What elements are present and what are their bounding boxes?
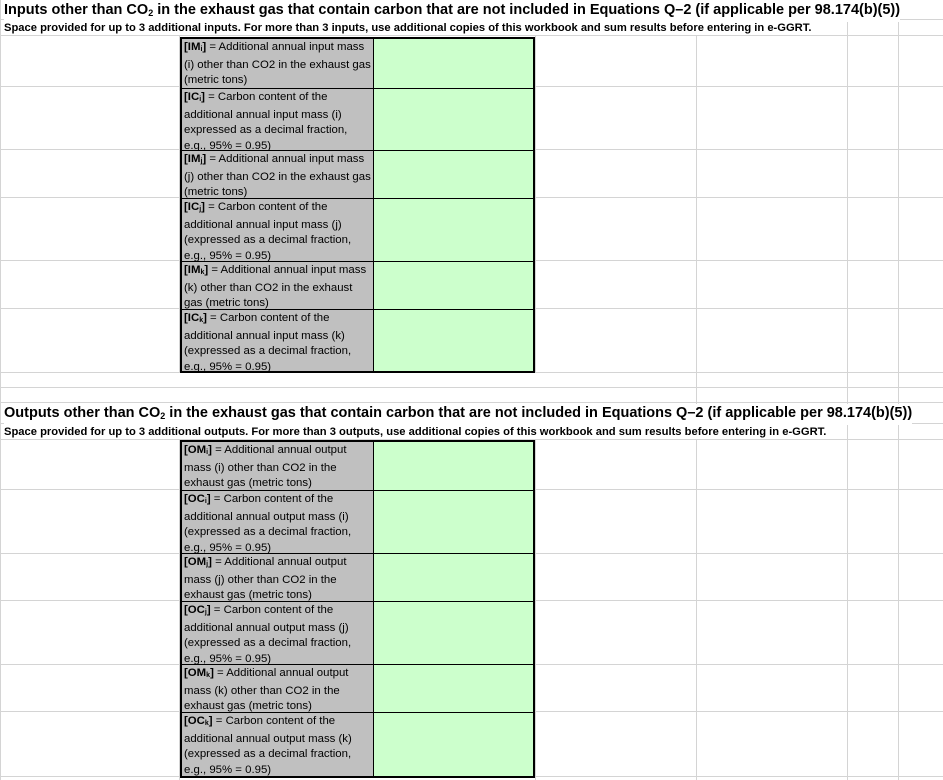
output-label-oc-i: $[OC_i]$ = Carbon content of the additional annual output mass (i) (expressed as a decimal fraction, e.g., 95% = 0.95) xyxy=(182,491,374,553)
output-field-oc-j[interactable] xyxy=(374,602,533,664)
outputs-section-subtitle: Space provided for up to 3 additional outputs. For more than 3 outputs, use additional copies of this workbook and sum results before entering in e-GGRT. xyxy=(4,426,827,438)
output-row-om-k xyxy=(182,665,533,713)
output-field-om-k[interactable] xyxy=(374,665,533,712)
input-row-ic-i xyxy=(182,89,533,151)
gridline xyxy=(0,402,943,403)
output-field-om-i[interactable] xyxy=(374,442,533,490)
input-label-im-i: $[IM_i]$ = Additional annual input mass (i) other than CO2 in the exhaust gas (metric tons) xyxy=(182,39,374,88)
input-row-im-k xyxy=(182,262,533,310)
input-field-im-j[interactable] xyxy=(374,151,533,198)
output-field-oc-i[interactable] xyxy=(374,491,533,553)
input-row-im-j xyxy=(182,151,533,199)
outputs-section-title: Outputs other than $CO_2$ in the exhaust gas that contain carbon that are not included in Equations Q–2 (if applicable per 98.174(b)(5)) xyxy=(4,404,912,425)
input-row-ic-k xyxy=(182,310,533,371)
input-field-ic-i[interactable] xyxy=(374,89,533,150)
inputs-table xyxy=(180,37,535,373)
outputs-table xyxy=(180,440,535,778)
gridline xyxy=(847,20,848,780)
gridline xyxy=(0,0,1,780)
inputs-section-subtitle: Space provided for up to 3 additional inputs. For more than 3 inputs, use additional copies of this workbook and sum results before entering in e-GGRT. xyxy=(4,22,812,34)
input-label-ic-i: $[IC_i]$ = Carbon content of the additional annual input mass (i) expressed as a decimal fraction, e.g., 95% = 0.95) xyxy=(182,89,374,150)
input-field-ic-k[interactable] xyxy=(374,310,533,371)
input-label-ic-k: $[IC_k]$ = Carbon content of the additional annual input mass (k) (expressed as a decimal fraction, e.g., 95% = 0.95) xyxy=(182,310,374,371)
output-field-om-j[interactable] xyxy=(374,554,533,601)
gridline xyxy=(696,20,697,780)
gridline xyxy=(535,439,536,780)
input-label-im-j: $[IM_j]$ = Additional annual input mass (j) other than CO2 in the exhaust gas (metric tons) xyxy=(182,151,374,198)
output-label-oc-j: $[OC_j]$ = Carbon content of the additional annual output mass (j) (expressed as a decimal fraction, e.g., 95% = 0.95) xyxy=(182,602,374,664)
input-field-im-i[interactable] xyxy=(374,39,533,88)
input-row-im-i xyxy=(182,39,533,89)
gridline xyxy=(0,35,943,36)
output-row-oc-j xyxy=(182,602,533,665)
inputs-section-title: Inputs other than $CO_2$ in the exhaust gas that contain carbon that are not included in Equations Q–2 (if applicable per 98.174(b)(5)) xyxy=(4,1,900,22)
output-row-oc-k xyxy=(182,713,533,776)
output-label-om-k: $[OM_k]$ = Additional annual output mass (k) other than CO2 in the exhaust gas (metric tons) xyxy=(182,665,374,712)
output-field-oc-k[interactable] xyxy=(374,713,533,776)
output-label-om-i: $[OM_i]$ = Additional annual output mass (i) other than CO2 in the exhaust gas (metric tons) xyxy=(182,442,374,490)
gridline xyxy=(0,387,943,388)
output-row-oc-i xyxy=(182,491,533,554)
output-row-om-i xyxy=(182,442,533,491)
input-label-im-k: $[IM_k]$ = Additional annual input mass (k) other than CO2 in the exhaust gas (metric tons) xyxy=(182,262,374,309)
output-row-om-j xyxy=(182,554,533,602)
input-label-ic-j: $[IC_j]$ = Carbon content of the additional annual input mass (j) (expressed as a decimal fraction, e.g., 95% = 0.95) xyxy=(182,199,374,261)
input-field-im-k[interactable] xyxy=(374,262,533,309)
input-field-ic-j[interactable] xyxy=(374,199,533,261)
output-label-oc-k: $[OC_k]$ = Carbon content of the additional annual output mass (k) (expressed as a decimal fraction, e.g., 95% = 0.95) xyxy=(182,713,374,776)
gridline xyxy=(898,20,899,780)
output-label-om-j: $[OM_j]$ = Additional annual output mass (j) other than CO2 in the exhaust gas (metric tons) xyxy=(182,554,374,601)
input-row-ic-j xyxy=(182,199,533,262)
